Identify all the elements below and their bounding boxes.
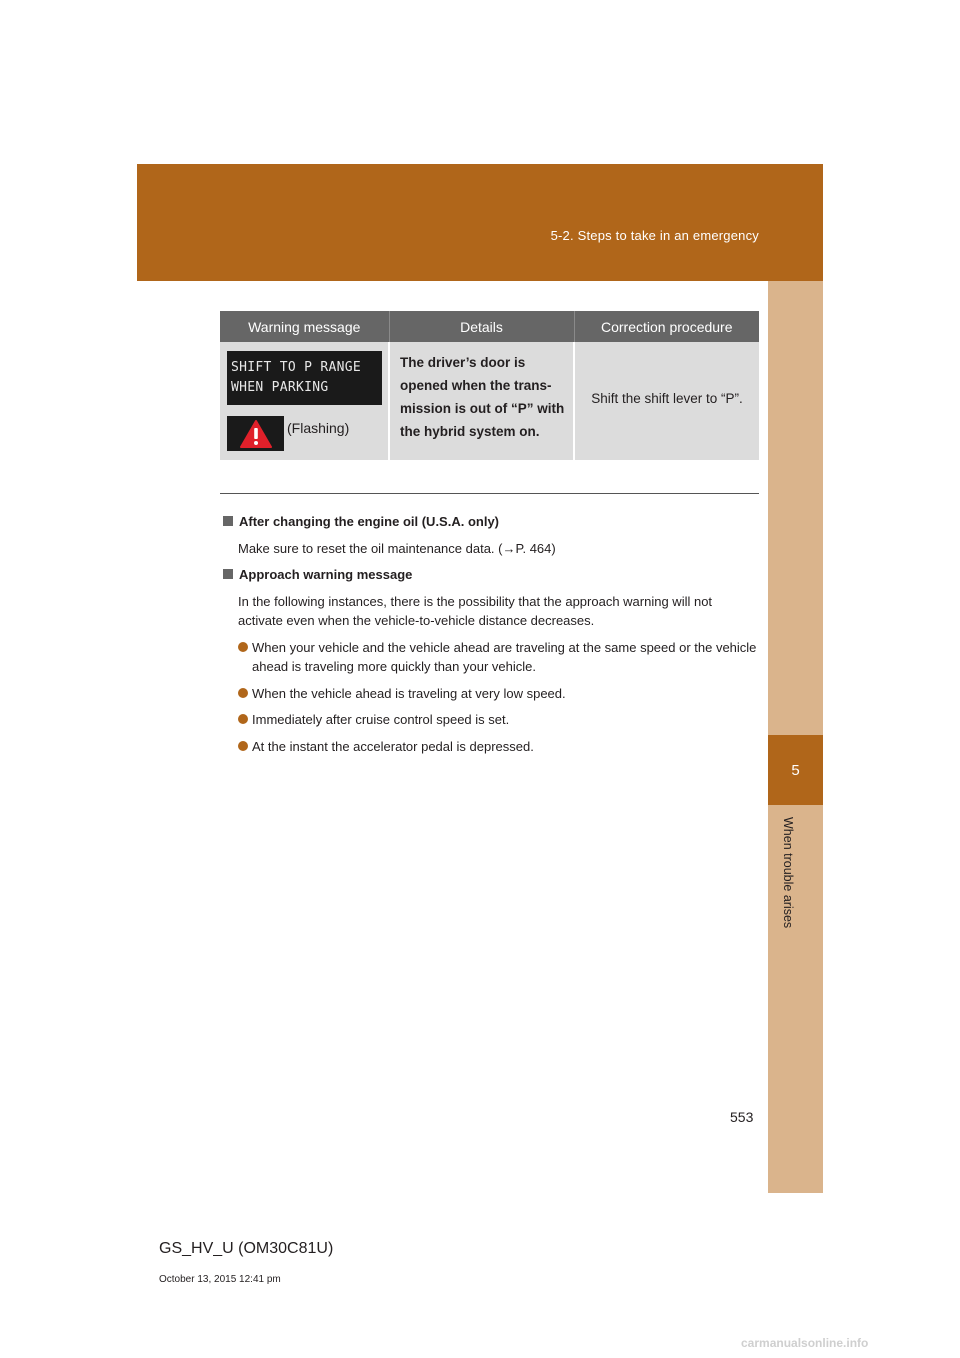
flashing-label: (Flashing) (287, 420, 350, 436)
multi-info-display (227, 351, 382, 405)
document-code: GS_HV_U (OM30C81U) (159, 1240, 334, 1257)
document-date: October 13, 2015 12:41 pm (159, 1274, 281, 1285)
display-line: SHIFT TO P RANGE (231, 360, 362, 375)
list-item-text: When your vehicle and the vehicle ahead are traveling at the same speed or the vehicle ahead is traveling more quickly than your vehicle. (252, 639, 757, 674)
square-bullet-icon (223, 516, 233, 526)
procedure-cell (574, 342, 759, 460)
header-correction-procedure: Correction procedure (574, 311, 759, 342)
square-bullet-icon (223, 569, 233, 579)
header-warning-message: Warning message (220, 311, 389, 342)
header-band (137, 164, 823, 281)
chapter-number: 5 (768, 735, 823, 805)
note-heading (220, 512, 760, 532)
warning-message-table (220, 311, 759, 460)
chapter-name: When trouble arises (781, 817, 795, 929)
header-details: Details (389, 311, 574, 342)
section-title: 5-2. Steps to take in an emergency (550, 228, 759, 243)
master-warning-light (227, 416, 284, 451)
warning-message-cell (220, 342, 389, 460)
note-heading-text: Approach warning message (239, 567, 413, 582)
procedure-text: Shift the shift lever to “P”. (591, 390, 743, 406)
list-item-text: Immediately after cruise control speed is set. (252, 712, 510, 727)
list-item (220, 710, 760, 730)
note-heading-text: After changing the engine oil (U.S.A. only) (239, 514, 500, 529)
list-item-text: When the vehicle ahead is traveling at very low speed. (252, 685, 566, 701)
details-cell (389, 342, 574, 460)
notes-section (220, 512, 760, 763)
chapter-side-tab (768, 281, 823, 1193)
list-item (220, 684, 760, 704)
circle-bullet-icon (238, 642, 248, 652)
note-text: Make sure to reset the oil maintenance data. (→P. 464) (238, 540, 556, 556)
watermark: carmanualsonline.info (741, 1336, 869, 1350)
display-line: WHEN PARKING (231, 380, 329, 395)
list-item (220, 737, 760, 757)
divider (220, 493, 759, 494)
list-item (220, 638, 760, 677)
circle-bullet-icon (238, 741, 248, 751)
list-item-text: At the instant the accelerator pedal is depressed. (252, 738, 534, 754)
circle-bullet-icon (238, 688, 248, 698)
note-text: In the following instances, there is the possibility that the approach warning will not activate even when the vehicle-to-vehicle distance decreases. (238, 593, 713, 628)
table-row (220, 342, 759, 460)
note-heading (220, 565, 760, 585)
details-text: The driver’s door is opened when the trans-mission is out of “P” with the hybrid system on. (400, 355, 565, 439)
page-number: 553 (730, 1109, 754, 1125)
circle-bullet-icon (238, 714, 248, 724)
warning-triangle-icon (239, 419, 273, 449)
